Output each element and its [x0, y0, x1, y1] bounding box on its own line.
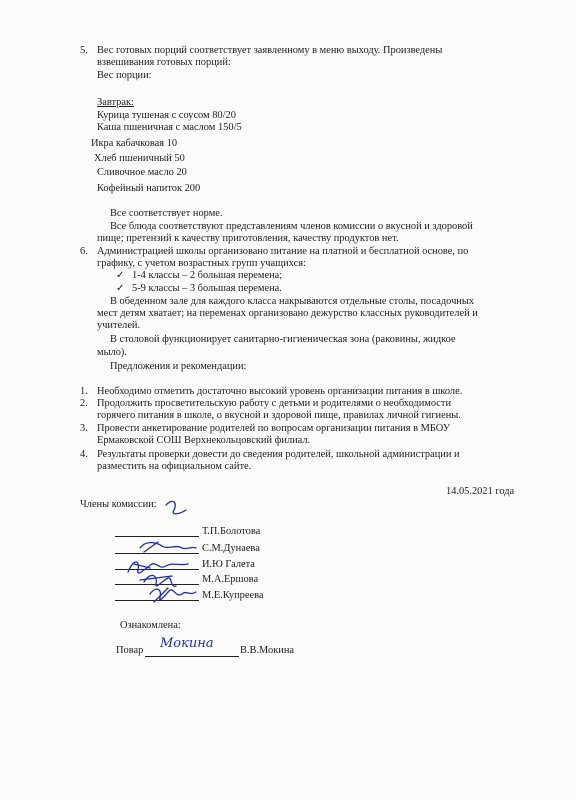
bullet-item: 1-4 классы – 2 большая перемена;: [132, 270, 283, 281]
breakfast-item: Каша пшеничная с маслом 150/5: [97, 122, 242, 133]
bullet-item: 5-9 классы – 3 большая перемена.: [132, 283, 282, 294]
rec-line: Провести анкетирование родителей по вопросам организации питания в МБОУ: [97, 423, 451, 434]
cook-handwritten-signature: Мокина: [160, 636, 214, 651]
rec-line: горячего питания в школе, о вкусной и здоровой пище, правилах личной гигиены.: [97, 410, 461, 421]
commission-label: Члены комиссии:: [80, 499, 157, 510]
cook-role: Повар: [116, 645, 144, 656]
item6-line2: графику, с учетом возрастных групп учащихся:: [97, 258, 306, 269]
item5-number: 5.: [80, 45, 88, 56]
cook-name: В.В.Мокина: [240, 645, 295, 656]
checkmark-icon: ✓: [116, 270, 125, 281]
breakfast-item: Курица тушеная с соусом 80/20: [97, 110, 236, 121]
recommendations-heading: Предложения и рекомендации:: [110, 361, 247, 372]
opinion-line2: пище; претензий к качеству приготовления, качеству продуктов нет.: [97, 233, 399, 244]
signature-line: [145, 656, 239, 657]
item6-line1: Администрацией школы организовано питание на платной и бесплатной основе, по: [97, 246, 469, 257]
member-name: Т.П.Болотова: [202, 526, 261, 537]
item5-line2: взвешивания готовых порций:: [97, 57, 231, 68]
rec-line: Результаты проверки довести до сведения родителей, школьной администрации и: [97, 449, 460, 460]
breakfast-item: Икра кабачковая 10: [91, 138, 178, 149]
opinion-line1: Все блюда соответствуют представлениям членов комиссии о вкусной и здоровой: [110, 221, 473, 232]
zone-line2: мыло).: [97, 347, 127, 358]
norm-text: Все соответствует норме.: [110, 208, 223, 219]
item5-line1: Вес готовых порций соответствует заявленному в меню выходу. Произведены: [97, 45, 443, 56]
breakfast-item: Кофейный напиток 200: [97, 183, 201, 194]
zone-line1: В столовой функционирует санитарно-гигиеническая зона (раковины, жидкое: [110, 334, 456, 345]
acknowledged-label: Ознакомлена:: [120, 620, 181, 631]
rec-line: Продолжить просветительскую работу с детьми и родителями о необходимости: [97, 398, 452, 409]
rec-line: Ермаковской СОШ Верхнекольцовский филиал.: [97, 435, 311, 446]
breakfast-item: Хлеб пшеничный 50: [94, 153, 185, 164]
member-name: И.Ю Галета: [202, 559, 255, 570]
rec-line: Необходимо отметить достаточно высокий уровень организации питания в школе.: [97, 386, 463, 397]
commission-signatures-icon: [110, 490, 210, 610]
checkmark-icon: ✓: [116, 283, 125, 294]
weights-label: Вес порции:: [97, 70, 152, 81]
document-date: 14.05.2021 года: [446, 486, 515, 497]
hall-line3: учителей.: [97, 320, 141, 331]
hall-line2: мест детям хватает; на переменах организовано дежурство классных руководителей и: [97, 308, 478, 319]
hall-line1: В обеденном зале для каждого класса накрываются отдельные столы, посадочных: [110, 296, 475, 307]
breakfast-item: Сливочное масло 20: [97, 167, 187, 178]
rec-number: 1.: [80, 386, 88, 397]
item6-number: 6.: [80, 246, 88, 257]
member-name: С.М.Дунаева: [202, 543, 260, 554]
rec-number: 2.: [80, 398, 88, 409]
member-name: М.А.Ершова: [202, 574, 259, 585]
rec-line: разместить на официальном сайте.: [97, 461, 252, 472]
breakfast-heading: Завтрак:: [97, 97, 134, 108]
rec-number: 4.: [80, 449, 88, 460]
rec-number: 3.: [80, 423, 88, 434]
member-name: М.Е.Купреева: [202, 590, 264, 601]
